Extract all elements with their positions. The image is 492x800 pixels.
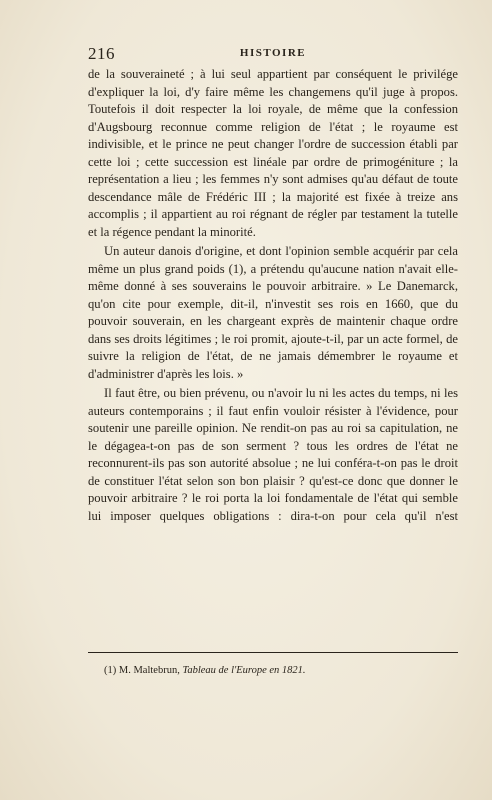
footnote: [104, 664, 458, 678]
paragraph-1: de la souveraineté ; à lui seul appartient par conséquent le privilége d'expliquer la loi, d'y faire même les changemens qu'il juge à propos. Toutefois il doit respecter la loi royale, de même que la confession d'Augsbourg reconnue comme religion de l'état ; le royaume est indivisible, et le prince ne peut changer l'ordre de succession établi par cette loi ; cette succession est linéale par ordre de primogéniture ; la représentation a lieu ; les femmes n'y sont admises qu'au défaut de toute descendance mâle de Frédéric III ; la majorité est fixée à treize ans accomplis ; il appartient au roi régnant de régler par testament la tutelle et la régence pendant la minorité.: [88, 67, 458, 239]
footnote-rule: [88, 652, 458, 653]
paragraph-2: Un auteur danois d'origine, et dont l'opinion semble acquérir par cela même un plus grand poids (1), a prétendu qu'aucune nation n'avait elle-même donné à ses souverains le pouvoir arbitraire. » Le Danemarck, qu'on cite pour exemple, dit-il, n'investit ses rois en 1660, que du pouvoir souverain, en les chargeant exprès de maintenir chaque ordre dans ses droits légitimes ; le roi promit, ajoute-t-il, par un acte formel, de suivre la religion de l'état, de ne jamais démembrer le royaume et d'administrer d'après les lois. »: [88, 244, 458, 381]
running-head: HISTOIRE: [239, 47, 307, 59]
body-text: [88, 66, 458, 525]
page-number: 216: [88, 44, 115, 63]
page-header: [88, 44, 458, 64]
paragraph-3: Il faut être, ou bien prévenu, ou n'avoir lu ni les actes du temps, ni les auteurs contemporains ; il faut enfin vouloir résister à l'évidence, pour soutenir une pareille opinion. Ne rendit-on pas au roi sa capitulation, ne le dégagea-t-on pas de son serment ? tous les ordres de l'état ne reconnurent-ils pas son autorité absolue ; ne lui conféra-t-on pas le droit de constituer l'état selon son bon plaisir ? qu'est-ce donc que donner le pouvoir arbitraire ? le roi porta la loi fondamentale de l'état qui semble lui imposer quelques obligations : dira-t-on pour cela qu'il n'est: [88, 386, 458, 523]
footnote-marker: (1) M. Maltebrun,: [104, 665, 180, 676]
footnote-title: Tableau de l'Europe en 1821.: [182, 665, 306, 676]
